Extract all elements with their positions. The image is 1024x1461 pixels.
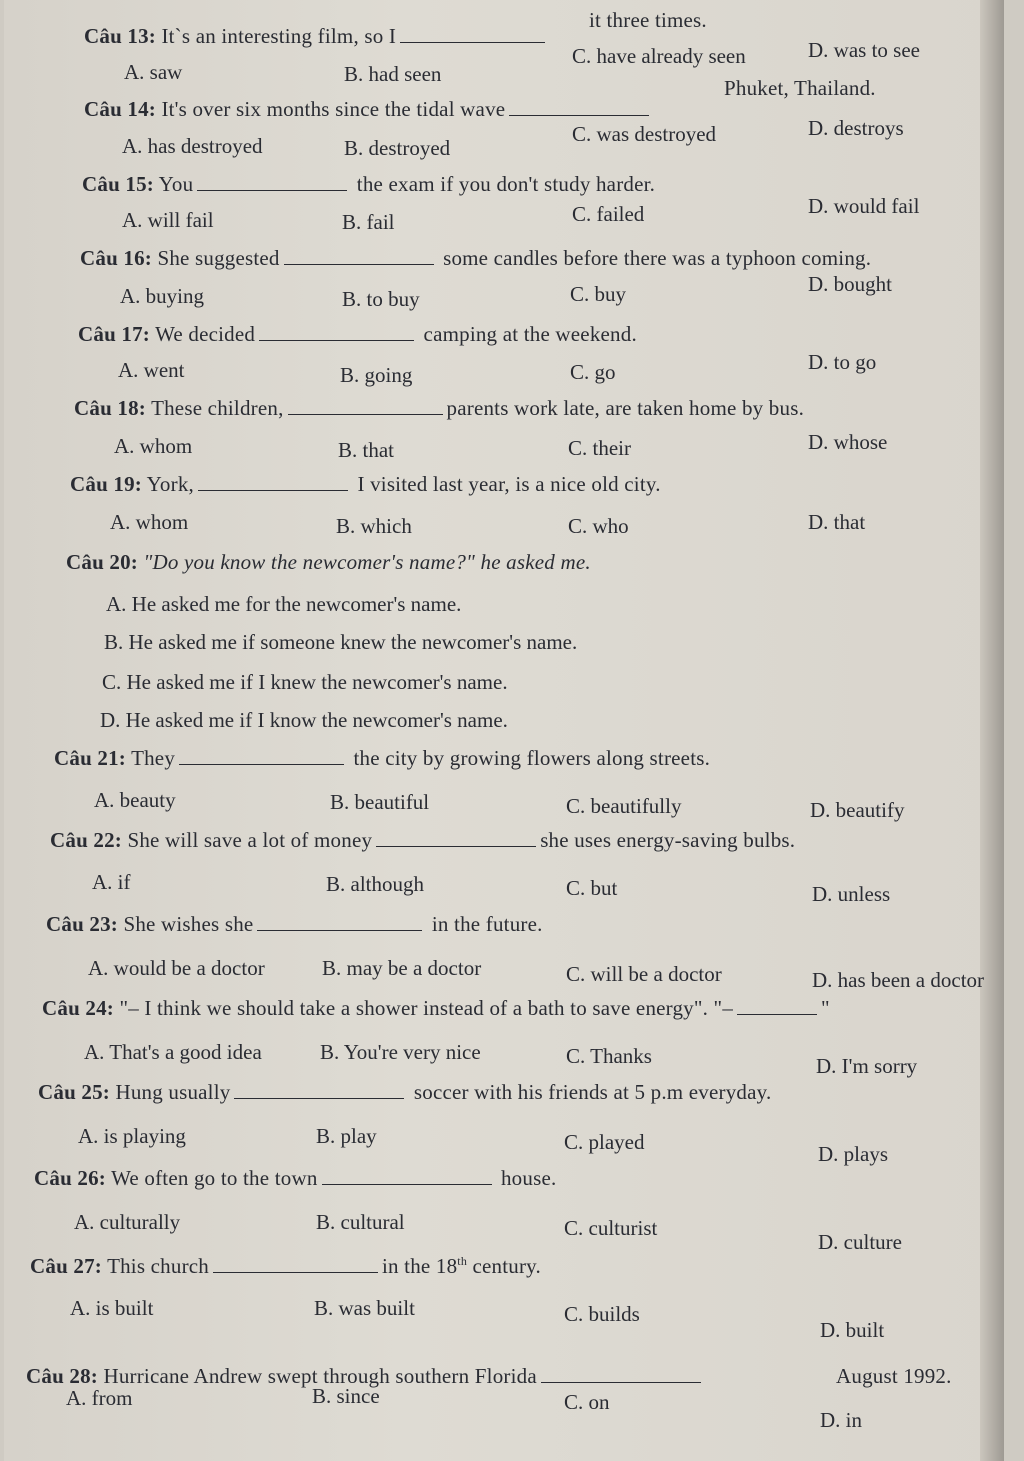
option-b: B. to buy <box>342 287 420 311</box>
option-b: B. although <box>326 872 424 896</box>
question-21 <box>54 746 710 771</box>
question-stem-start: York, <box>146 472 194 496</box>
question-stem-start: She suggested <box>157 246 280 270</box>
answer-blank <box>288 398 443 415</box>
option-a: A. from <box>66 1386 133 1410</box>
option-c: C. their <box>568 436 631 460</box>
option-a: A. is built <box>70 1296 154 1320</box>
option-d: D. unless <box>812 882 891 906</box>
option-d: D. beautify <box>810 798 905 822</box>
question-17 <box>78 322 637 347</box>
answer-blank <box>234 1082 404 1099</box>
option-d: D. whose <box>808 430 888 454</box>
question-label: Câu 18: <box>74 396 146 420</box>
question-label: Câu 16: <box>80 246 152 270</box>
option-c: C. failed <box>572 202 645 226</box>
question-28 <box>26 1342 705 1389</box>
question-label: Câu 27: <box>30 1254 102 1278</box>
option-d: D. culture <box>818 1230 902 1254</box>
answer-blank <box>509 99 649 116</box>
answer-blank <box>322 1168 492 1185</box>
question-stem-start: She wishes she <box>123 912 254 936</box>
answer-blank <box>541 1366 701 1383</box>
option-c: C. on <box>564 1390 610 1414</box>
option-b: B. He asked me if someone knew the newcomer's name. <box>104 630 578 654</box>
question-20 <box>66 550 591 575</box>
option-b: B. play <box>316 1124 377 1148</box>
option-c: C. have already seen <box>572 44 746 68</box>
answer-blank <box>400 26 545 43</box>
question-stem-start: These children, <box>151 396 284 420</box>
answer-blank <box>197 174 347 191</box>
option-b: B. fail <box>342 210 395 234</box>
option-c: C. will be a doctor <box>566 962 722 986</box>
answer-blank <box>213 1256 378 1273</box>
question-label: Câu 13: <box>84 24 156 48</box>
option-d: D. that <box>808 510 866 534</box>
question-stem-start: It`s an interesting film, so I <box>161 24 397 48</box>
question-stem-end: August 1992. <box>836 1364 952 1388</box>
option-a: A. would be a doctor <box>88 956 265 980</box>
question-25 <box>38 1080 771 1105</box>
page-edge-shadow <box>980 0 1004 1461</box>
question-stem-mid: in the 18 <box>382 1254 458 1278</box>
option-b: B. that <box>338 438 394 462</box>
question-stem-start: "– I think we should take a shower instead of a bath to save energy". "– <box>119 996 734 1020</box>
option-c: C. who <box>568 514 629 538</box>
option-d: D. was to see <box>808 38 920 62</box>
option-d: D. destroys <box>808 116 904 140</box>
option-b: B. which <box>336 514 412 538</box>
option-a: A. saw <box>124 60 183 84</box>
option-a: A. whom <box>114 434 193 458</box>
question-22 <box>50 828 795 853</box>
option-b: B. You're very nice <box>320 1040 481 1064</box>
question-stem: "Do you know the newcomer's name?" he asked me. <box>143 550 591 574</box>
option-a: A. went <box>118 358 185 382</box>
option-b: B. destroyed <box>344 136 451 160</box>
option-a: A. buying <box>120 284 204 308</box>
option-a: A. is playing <box>78 1124 186 1148</box>
question-14 <box>84 97 653 122</box>
option-c: C. was destroyed <box>572 122 717 146</box>
option-d: D. He asked me if I know the newcomer's name. <box>100 708 508 732</box>
question-stem-start: It's over six months since the tidal wave <box>161 97 506 121</box>
question-stem-start: Hung usually <box>115 1080 231 1104</box>
option-d: D. to go <box>808 350 877 374</box>
ordinal-suffix: th <box>457 1254 468 1268</box>
question-stem-start: Hurricane Andrew swept through southern Florida <box>103 1364 537 1388</box>
question-label: Câu 24: <box>42 996 114 1020</box>
question-stem-start: You <box>158 172 194 196</box>
option-c: C. go <box>570 360 616 384</box>
question-stem-end: parents work late, are taken home by bus. <box>446 396 805 420</box>
question-stem-start: We often go to the town <box>111 1166 318 1190</box>
question-label: Câu 14: <box>84 97 156 121</box>
question-27 <box>30 1254 541 1279</box>
question-stem-start: She will save a lot of money <box>127 828 373 852</box>
option-d: D. would fail <box>808 194 920 218</box>
question-stem-end: the city by growing flowers along streets. <box>353 746 711 770</box>
option-a: A. will fail <box>122 208 214 232</box>
option-b: B. cultural <box>316 1210 405 1234</box>
question-16 <box>80 246 871 271</box>
question-stem-start: We decided <box>155 322 256 346</box>
question-stem-end: " <box>821 996 830 1020</box>
question-label: Câu 19: <box>70 472 142 496</box>
option-b: B. going <box>340 363 413 387</box>
question-19 <box>70 472 661 497</box>
question-label: Câu 23: <box>46 912 118 936</box>
exam-page <box>4 0 1004 1461</box>
question-label: Câu 26: <box>34 1166 106 1190</box>
question-stem-end: house. <box>500 1166 557 1190</box>
question-stem-end: the exam if you don't study harder. <box>356 172 656 196</box>
option-d: D. has been a doctor <box>812 968 985 992</box>
option-d: D. built <box>820 1318 885 1342</box>
question-stem-start: They <box>131 746 176 770</box>
question-label: Câu 22: <box>50 828 122 852</box>
option-a: A. He asked me for the newcomer's name. <box>106 592 462 616</box>
answer-blank <box>284 248 434 265</box>
question-stem-end: it three times. <box>589 8 707 32</box>
option-a: A. whom <box>110 510 189 534</box>
question-stem-end: I visited last year, is a nice old city. <box>357 472 661 496</box>
option-b: B. had seen <box>344 62 442 86</box>
answer-blank <box>257 914 422 931</box>
question-label: Câu 17: <box>78 322 150 346</box>
question-23 <box>46 912 543 937</box>
option-d: D. I'm sorry <box>816 1054 918 1078</box>
question-label: Câu 25: <box>38 1080 110 1104</box>
question-label: Câu 28: <box>26 1364 98 1388</box>
option-c: C. builds <box>564 1302 640 1326</box>
option-a: A. That's a good idea <box>84 1040 262 1064</box>
option-c: C. but <box>566 876 618 900</box>
question-stem-end: she uses energy-saving bulbs. <box>540 828 796 852</box>
question-label: Câu 21: <box>54 746 126 770</box>
question-18 <box>74 396 804 421</box>
option-d: D. in <box>820 1408 862 1432</box>
option-a: A. beauty <box>94 788 176 812</box>
option-d: D. plays <box>818 1142 888 1166</box>
question-stem-start: This church <box>107 1254 209 1278</box>
answer-blank <box>376 830 536 847</box>
option-c: C. buy <box>570 282 627 306</box>
option-b: B. was built <box>314 1296 415 1320</box>
option-c: C. He asked me if I knew the newcomer's name. <box>102 670 508 694</box>
question-stem-end: some candles before there was a typhoon coming. <box>443 246 872 270</box>
question-stem-end: century. <box>472 1254 541 1278</box>
question-26 <box>34 1166 556 1191</box>
question-stem-end: Phuket, Thailand. <box>724 76 876 100</box>
answer-blank <box>259 324 414 341</box>
answer-blank <box>198 474 348 491</box>
question-15 <box>82 172 655 197</box>
option-b: B. may be a doctor <box>322 956 482 980</box>
option-b: B. since <box>312 1384 380 1408</box>
question-24 <box>42 996 830 1021</box>
option-c: C. played <box>564 1130 645 1154</box>
option-c: C. beautifully <box>566 794 682 818</box>
question-stem-end: soccer with his friends at 5 p.m everyday. <box>413 1080 772 1104</box>
question-stem-end: in the future. <box>431 912 543 936</box>
question-label: Câu 15: <box>82 172 154 196</box>
option-a: A. culturally <box>74 1210 181 1234</box>
question-13 <box>84 24 549 49</box>
option-b: B. beautiful <box>330 790 430 814</box>
answer-blank <box>179 748 344 765</box>
option-a: A. if <box>92 870 131 894</box>
option-a: A. has destroyed <box>122 134 263 158</box>
option-d: D. bought <box>808 272 892 296</box>
option-c: C. culturist <box>564 1216 658 1240</box>
answer-blank <box>737 998 817 1015</box>
option-c: C. Thanks <box>566 1044 652 1068</box>
question-stem-end: camping at the weekend. <box>423 322 637 346</box>
question-label: Câu 20: <box>66 550 138 574</box>
